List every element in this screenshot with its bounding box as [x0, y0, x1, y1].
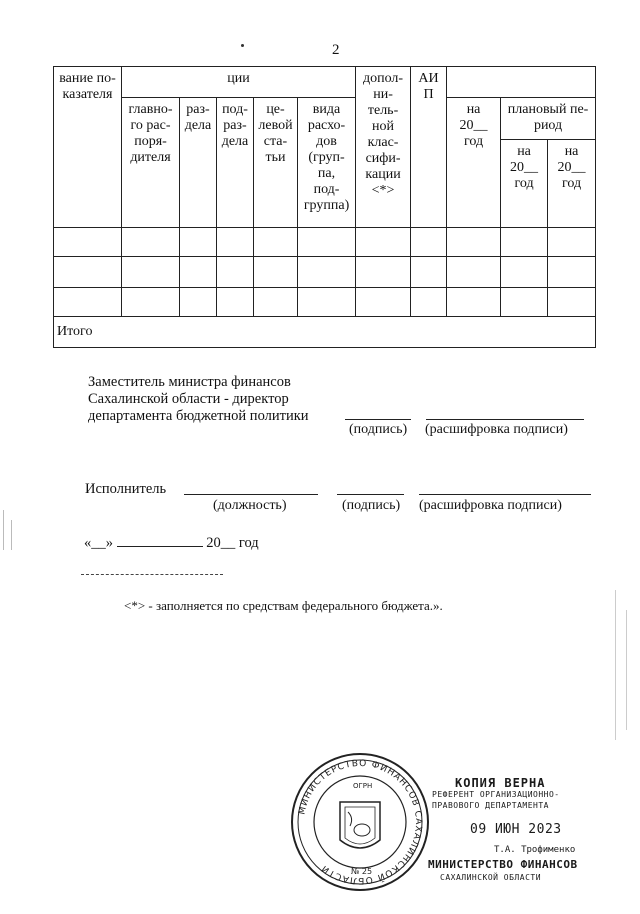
header-target-item: це- левой ста- тьи — [254, 98, 298, 228]
total-row — [54, 317, 596, 348]
cert-date: 09 ИЮН 2023 — [470, 822, 562, 837]
header-blank-top — [447, 67, 596, 98]
cert-role-1: РЕФЕРЕНТ ОРГАНИЗАЦИОННО- — [432, 790, 560, 799]
signatory-line-1: Заместитель министра финансов — [88, 374, 291, 390]
executor-signature-caption: (подпись) — [342, 498, 401, 513]
stamp-number: № 25 — [351, 867, 373, 876]
cert-name: Т.А. Трофименко — [494, 845, 576, 855]
scan-artifact — [626, 610, 627, 730]
header-subsection: под- раз- дела — [217, 98, 254, 228]
executor-label: Исполнитель — [85, 481, 167, 497]
scan-dot — [241, 44, 244, 47]
date-line — [84, 535, 259, 552]
date-year-suffix: __ год — [220, 535, 259, 551]
budget-table — [53, 66, 596, 348]
scan-artifact — [3, 510, 4, 550]
header-plan-period: плановый пе- риод — [501, 98, 596, 140]
date-day: «__» — [84, 535, 113, 551]
header-current-year: на 20__ год — [447, 98, 501, 228]
date-month-line — [117, 535, 203, 547]
coat-of-arms-icon — [340, 802, 380, 848]
signature-caption: (подпись) — [349, 422, 408, 437]
signatory-title — [88, 374, 309, 425]
cert-ministry: МИНИСТЕРСТВО ФИНАНСОВ — [428, 858, 578, 871]
header-aip: АИ П — [411, 67, 447, 228]
table-row — [54, 257, 596, 288]
decode-line — [426, 419, 584, 420]
date-year-prefix: 20 — [206, 535, 221, 551]
signatory-line-2: Сахалинской области - директор — [88, 391, 289, 407]
header-indicator-name: вание по- казателя — [54, 67, 122, 228]
scan-artifact — [615, 590, 616, 740]
table-row — [54, 288, 596, 317]
page-number: 2 — [332, 42, 340, 58]
header-plan-year-1: на 20__ год — [501, 140, 548, 228]
svg-text:МИНИСТЕРСТВО ФИНАНСОВ САХАЛИНС: МИНИСТЕРСТВО ФИНАНСОВ САХАЛИНСКОЙ ОБЛАСТИ — [297, 758, 424, 886]
header-codes-group: ции — [122, 67, 356, 98]
header-section: раз- дела — [180, 98, 217, 228]
executor-decode-line — [419, 494, 591, 495]
total-label: Итого — [54, 317, 596, 348]
stamp-ogrn: ОГРН — [353, 782, 373, 790]
signatory-line-3: департамента бюджетной политики — [88, 408, 309, 424]
official-stamp — [290, 752, 430, 892]
table-row — [54, 228, 596, 257]
footnote: <*> - заполняется по средствам федерального бюджета.». — [124, 598, 443, 613]
position-caption: (должность) — [213, 498, 287, 513]
position-line — [184, 494, 318, 495]
cert-region: САХАЛИНСКОЙ ОБЛАСТИ — [440, 873, 542, 882]
decode-caption: (расшифровка подписи) — [425, 422, 568, 437]
header-expense-type: вида расхо- дов (груп- па, под- группа) — [298, 98, 356, 228]
executor-decode-caption: (расшифровка подписи) — [419, 498, 562, 513]
signature-line — [345, 419, 411, 420]
footnote-separator — [81, 574, 223, 575]
scan-artifact — [11, 520, 12, 550]
header-additional-class: допол- ни- тель- ной клас- сифи- кации <*> — [356, 67, 411, 228]
header-plan-year-2: на 20__ год — [548, 140, 596, 228]
header-chief-administrator: главно- го рас- поря- дителя — [122, 98, 180, 228]
executor-signature-line — [337, 494, 404, 495]
cert-role-2: ПРАВОВОГО ДЕПАРТАМЕНТА — [432, 801, 549, 810]
cert-title: КОПИЯ ВЕРНА — [455, 776, 546, 790]
